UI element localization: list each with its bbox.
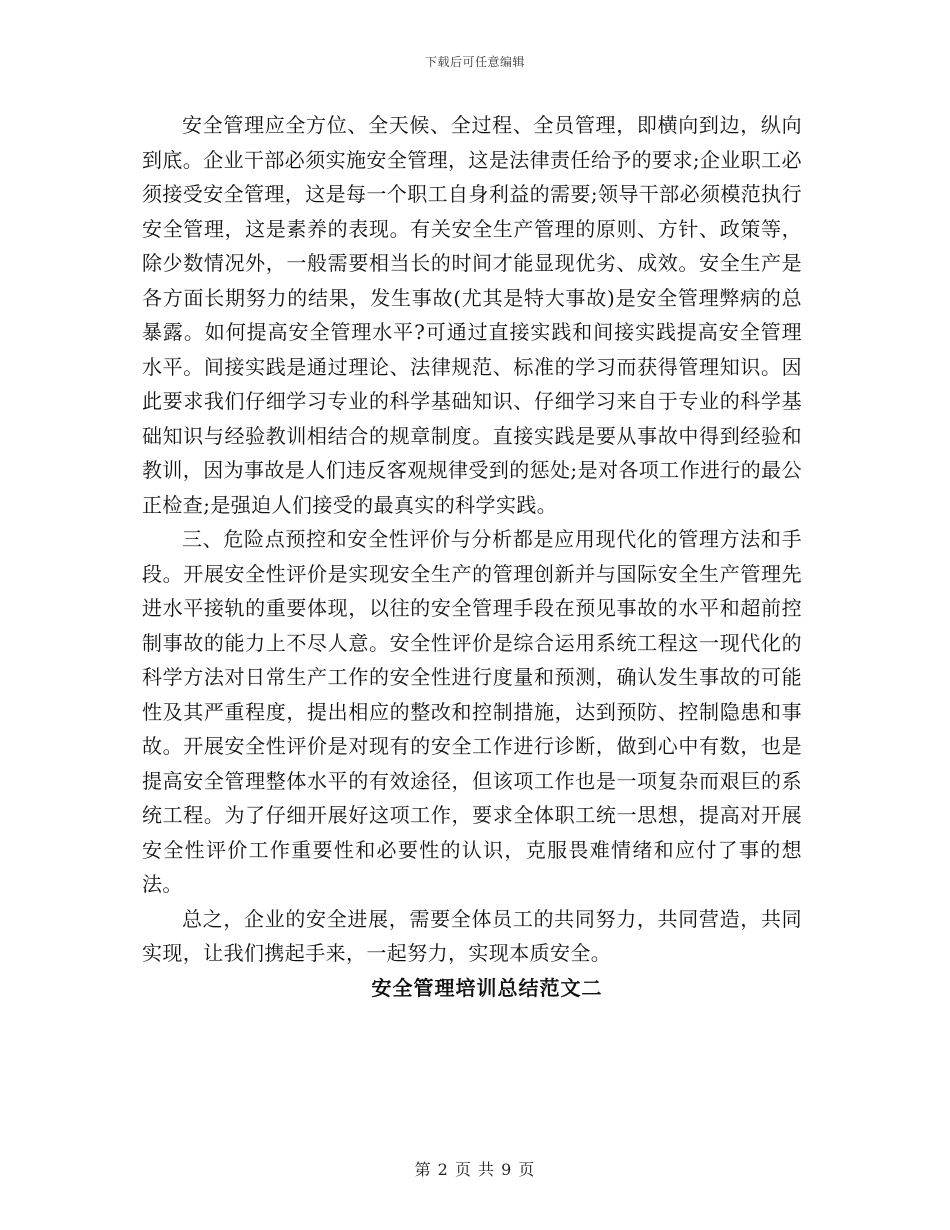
page-number: 第 2 页 共 9 页	[414, 1160, 536, 1179]
paragraph-conclusion: 总之，企业的安全进展，需要全体员工的共同努力，共同营造，共同实现，让我们携起手来，一起努力，实现本质安全。	[142, 906, 802, 965]
section-title: 安全管理培训总结范文二	[371, 975, 603, 1000]
paragraph-risk-control: 三、危险点预控和安全性评价与分析都是应用现代化的管理方法和手段。开展安全性评价是实现安全生产的管理创新并与国际安全生产管理先进水平接轨的重要体现，以往的安全管理手段在预见事故的水平和超前控制事故的能力上不尽人意。安全性评价是综合运用系统工程这一现代化的科学方法对日常生产工作的安全性进行度量和预测，确认发生事故的可能性及其严重程度，提出相应的整改和控制措施，达到预防、控制隐患和事故。开展安全性评价是对现有的安全工作进行诊断，做到心中有数，也是提高安全管理整体水平的有效途径，但该项工作也是一项复杂而艰巨的系统工程。为了仔细开展好这项工作，要求全体职工统一思想，提高对开展安全性评价工作重要性和必要性的认识，克服畏难情绪和应付了事的想法。	[142, 527, 802, 896]
document-body	[142, 108, 802, 1005]
paragraph-safety-management: 安全管理应全方位、全天候、全过程、全员管理，即横向到边，纵向到底。企业干部必须实施安全管理，这是法律责任给予的要求;企业职工必须接受安全管理，这是每一个职工自身利益的需要;领导干部必须模范执行安全管理，这是素养的表现。有关安全生产管理的原则、方针、政策等，除少数情况外，一般需要相当长的时间才能显现优劣、成效。安全生产是各方面长期努力的结果，发生事故(尤其是特大事故)是安全管理弊病的总暴露。如何提高安全管理水平?可通过直接实践和间接实践提高安全管理水平。间接实践是通过理论、法律规范、标准的学习而获得管理知识。因此要求我们仔细学习专业的科学基础知识、仔细学习来自于专业的科学基础知识与经验教训相结合的规章制度。直接实践是要从事故中得到经验和教训，因为事故是人们违反客观规律受到的惩处;是对各项工作进行的最公正检查;是强迫人们接受的最真实的科学实践。	[142, 113, 802, 517]
header-note: 下载后可任意编辑	[424, 55, 525, 69]
